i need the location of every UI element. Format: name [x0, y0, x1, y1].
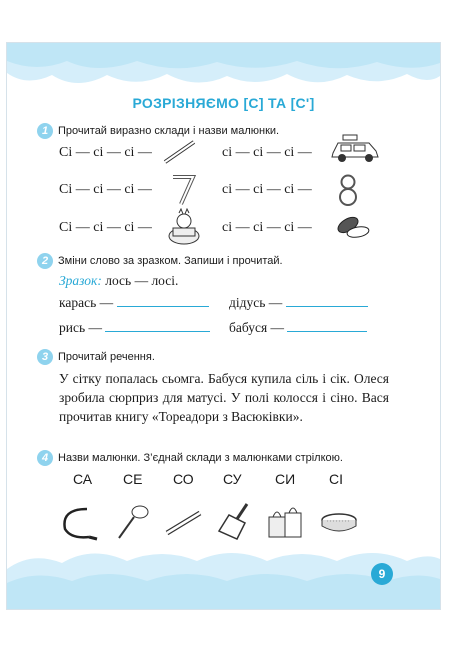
- sieve-icon: [319, 509, 359, 537]
- task-2-header: [37, 253, 283, 269]
- word-row: [59, 320, 210, 336]
- header-clouds: [7, 43, 440, 103]
- pencil-icon: [164, 509, 204, 537]
- example-row: [59, 273, 178, 289]
- word-row: [59, 295, 209, 311]
- syllable: СА: [73, 471, 93, 487]
- task-1-header: [37, 123, 279, 139]
- page-number: 9: [371, 563, 393, 585]
- scoop-icon: [215, 501, 251, 541]
- sickle-icon: [57, 503, 99, 543]
- syllable-row: сі — сі — сі —: [222, 182, 312, 197]
- syllable-row: сі — сі — сі —: [222, 220, 312, 235]
- taxi-icon: [329, 131, 381, 165]
- task-instruction: Прочитай речення.: [58, 351, 155, 363]
- word-prompt: карась —: [59, 295, 114, 310]
- task-number: 3: [37, 349, 53, 365]
- task-number: 2: [37, 253, 53, 269]
- pencil-icon: [162, 139, 198, 165]
- syllable-row: Сі — сі — сі —: [59, 145, 152, 160]
- syllable-row: Сі — сі — сі —: [59, 220, 152, 235]
- example-text: лось — лосі.: [105, 273, 179, 288]
- answer-line[interactable]: [105, 330, 210, 332]
- task-number: 4: [37, 450, 53, 466]
- pig-icon: [165, 208, 203, 246]
- syllable-row: Сі — сі — сі —: [59, 182, 152, 197]
- bags-icon: [265, 501, 309, 541]
- word-prompt: дідусь —: [229, 295, 283, 310]
- seven-icon: [169, 173, 197, 207]
- syllable: СІ: [329, 471, 343, 487]
- syllable: СЕ: [123, 471, 143, 487]
- syllable: СИ: [275, 471, 296, 487]
- example-label: Зразок:: [59, 273, 102, 288]
- answer-line[interactable]: [286, 305, 368, 307]
- answer-line[interactable]: [287, 330, 367, 332]
- syllable-row: сі — сі — сі —: [222, 145, 312, 160]
- word-prompt: рись —: [59, 320, 102, 335]
- task-instruction: Прочитай виразно склади і назви малюнки.: [58, 125, 280, 137]
- task-instruction: Назви малюнки. З’єднай склади з малюнками стрілкою.: [58, 452, 343, 464]
- net-icon: [115, 503, 151, 541]
- word-prompt: бабуся —: [229, 320, 285, 335]
- eight-icon: [337, 173, 359, 207]
- lesson-title: РОЗРІЗНЯЄМО [С] ТА [С']: [132, 95, 315, 111]
- syllable: СУ: [223, 471, 242, 487]
- task-number: 1: [37, 123, 53, 139]
- task-instruction: Зміни слово за зразком. Запиши і прочитай.: [58, 255, 283, 267]
- workbook-page: [6, 42, 441, 610]
- seeds-icon: [334, 213, 374, 241]
- task-4-header: [37, 450, 343, 466]
- task-3-header: [37, 349, 155, 365]
- word-row: [229, 320, 367, 336]
- reading-paragraph: У сітку попалась сьомга. Бабуся купила сіль і сік. Олеся зробила сюрприз для матусі. У полі колосся і сіно. Вася прочитав книгу «Тореадори з Васюківки».: [59, 371, 389, 424]
- word-row: [229, 295, 368, 311]
- answer-line[interactable]: [117, 305, 209, 307]
- syllable: СО: [173, 471, 194, 487]
